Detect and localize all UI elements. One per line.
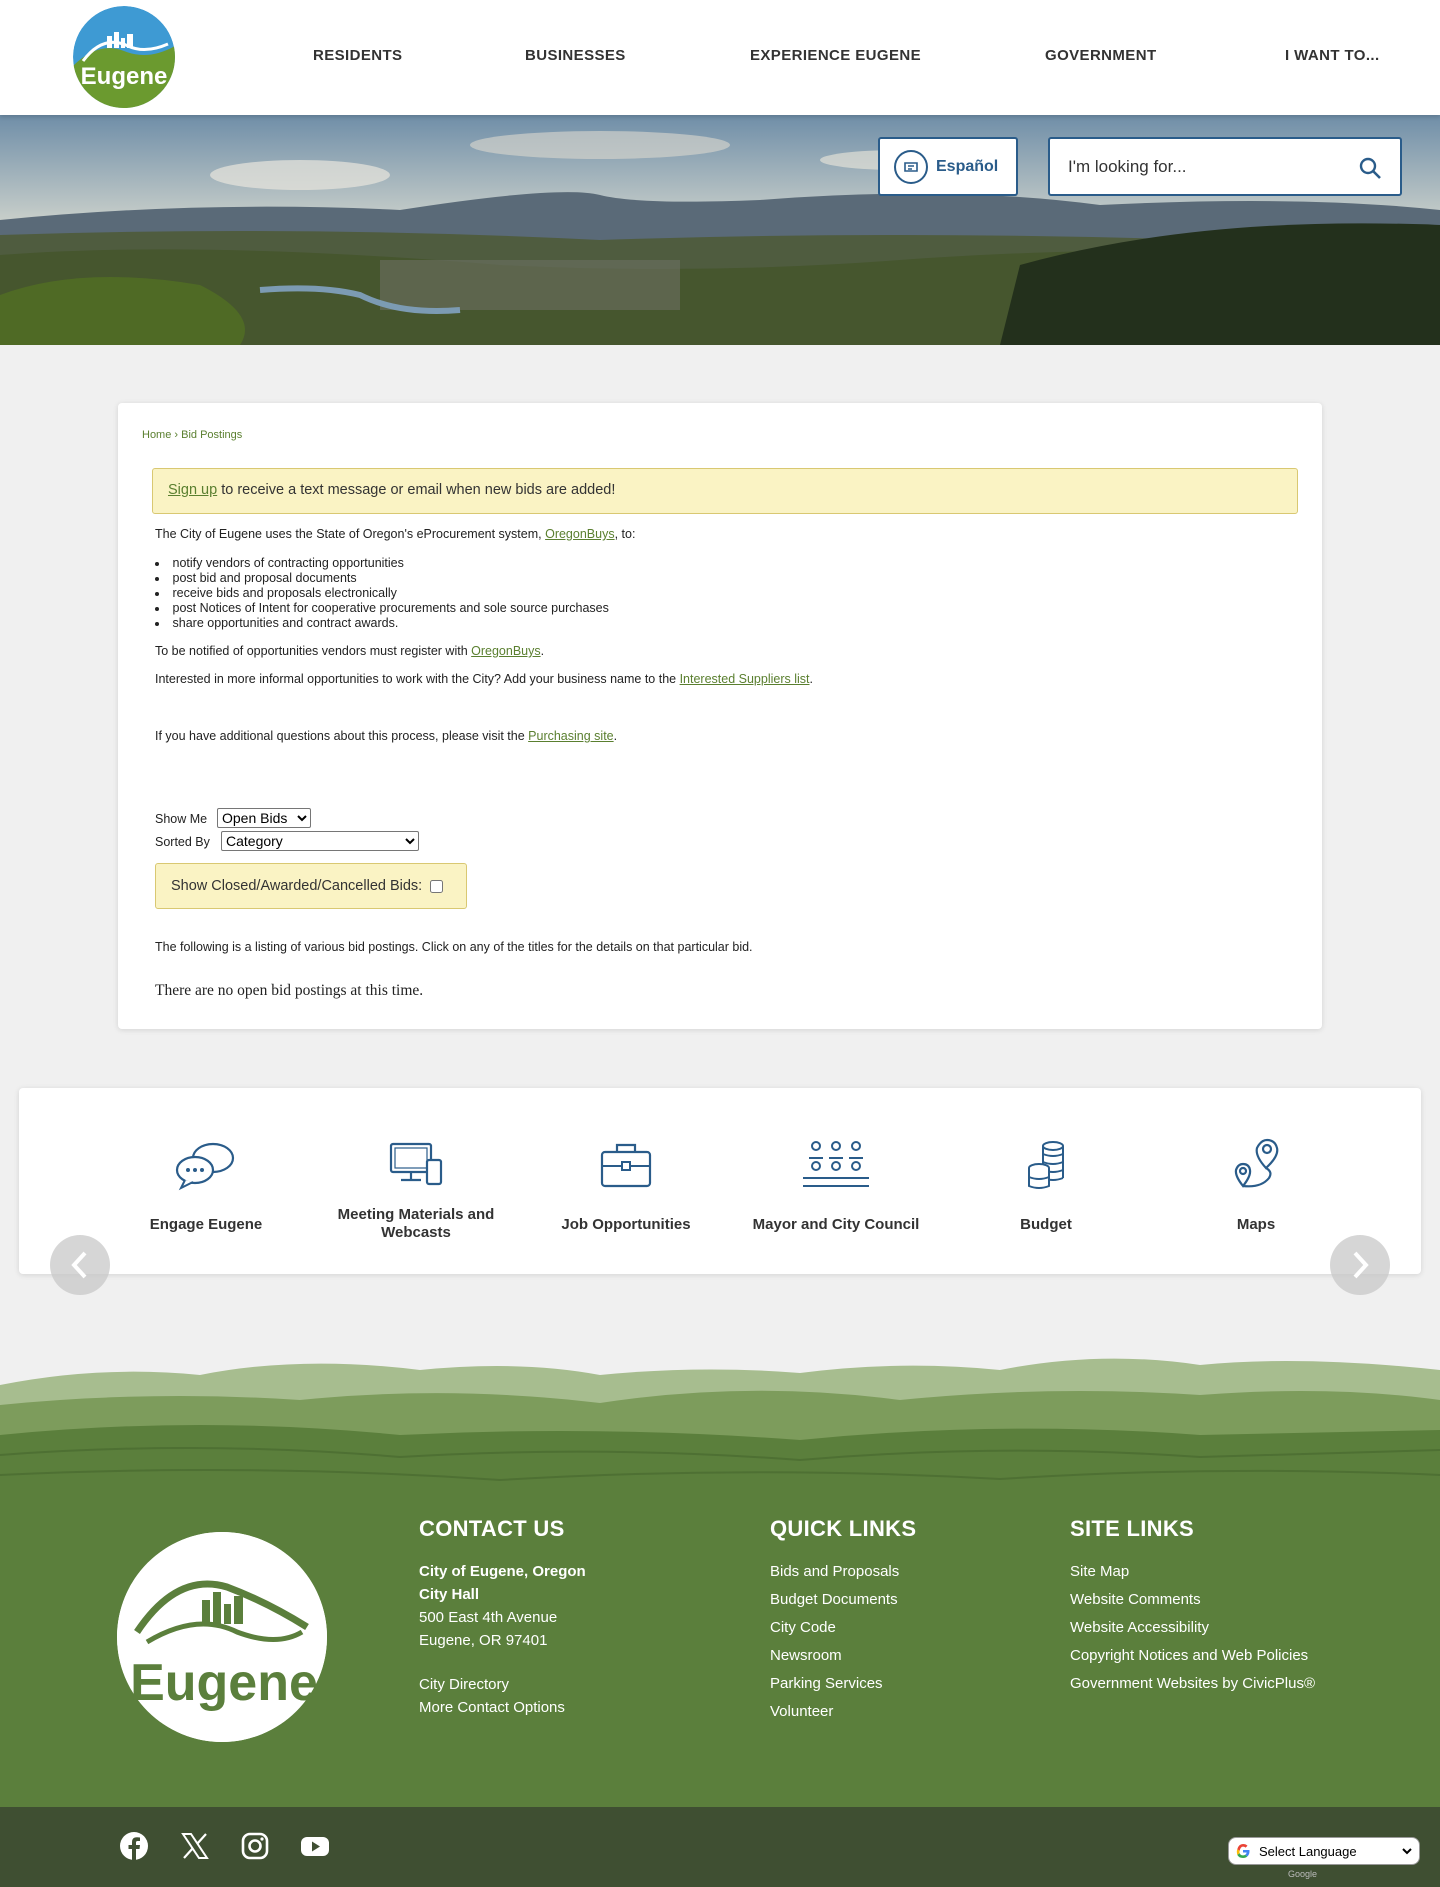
intro-text [155, 527, 635, 541]
contact-title: CONTACT US [419, 1516, 565, 1541]
show-closed-box [155, 863, 467, 909]
quick-icons-strip [19, 1088, 1421, 1274]
x-icon[interactable] [180, 1831, 210, 1861]
show-me-select[interactable] [217, 808, 311, 828]
bid-postings-card [118, 403, 1322, 1029]
nav-businesses[interactable]: BUSINESSES [525, 47, 626, 64]
signup-alert [152, 468, 1298, 514]
breadcrumb [142, 429, 242, 441]
questions-pre: If you have additional questions about this process, please visit the [155, 729, 529, 743]
instagram-icon[interactable] [240, 1831, 270, 1861]
more-contact-link[interactable]: More Contact Options [419, 1699, 565, 1716]
contact-address1: 500 East 4th Avenue [419, 1609, 558, 1626]
council-icon [801, 1138, 871, 1192]
quick-link-label: Engage Eugene [149, 1216, 263, 1233]
footer-logo-wordmark: Eugene [130, 1654, 318, 1712]
chevron-right-icon [1349, 1250, 1371, 1280]
nav-experience-eugene[interactable]: EXPERIENCE EUGENE [750, 47, 922, 64]
footer-link-civicplus[interactable]: Government Websites by CivicPlus® [1070, 1675, 1316, 1692]
quick-links-column [770, 1516, 916, 1723]
footer-link-city-code[interactable]: City Code [770, 1619, 836, 1636]
contact-org: City of Eugene, Oregon [419, 1563, 586, 1580]
nav-i-want-to[interactable]: I WANT TO... [1285, 47, 1380, 64]
list-item: • receive bids and proposals electronically [155, 586, 609, 601]
breadcrumb-home[interactable]: Home [142, 429, 172, 441]
nav-government[interactable]: GOVERNMENT [1045, 47, 1157, 64]
list-item: • notify vendors of contracting opportunities [155, 556, 609, 571]
google-translate [1228, 1837, 1420, 1865]
quick-link-mayor-council[interactable] [746, 1088, 926, 1274]
site-links-title: SITE LINKS [1070, 1516, 1195, 1541]
quick-link-maps[interactable] [1166, 1088, 1346, 1274]
chevron-left-icon [69, 1250, 91, 1280]
footer-link-budget-docs[interactable]: Budget Documents [770, 1591, 898, 1608]
show-closed-checkbox[interactable] [430, 880, 443, 893]
quick-links-title: QUICK LINKS [770, 1516, 917, 1541]
google-g-icon [1235, 1843, 1251, 1859]
quick-link-label: Job Opportunities [561, 1216, 691, 1233]
show-me-label: Show Me [155, 812, 208, 826]
sorted-by-select[interactable] [221, 831, 419, 851]
register-pre: To be notified of opportunities vendors must register with [155, 644, 472, 658]
register-post: . [540, 644, 545, 658]
footer-eugene-logo[interactable] [117, 1532, 327, 1742]
intro-post: , to: [614, 527, 636, 541]
powered-by-google: Google [1288, 1869, 1318, 1879]
language-select[interactable] [1255, 1843, 1415, 1860]
footer-link-site-map[interactable]: Site Map [1070, 1563, 1130, 1580]
suppliers-text [155, 672, 813, 686]
footer-link-accessibility[interactable]: Website Accessibility [1070, 1619, 1209, 1636]
contact-hall: City Hall [419, 1586, 480, 1603]
carousel-prev-button[interactable] [50, 1235, 110, 1295]
quick-link-label: Maps [1236, 1216, 1276, 1233]
espanol-button[interactable] [878, 137, 1018, 196]
purchasing-site-link[interactable]: Purchasing site [528, 729, 614, 743]
footer-link-bids[interactable]: Bids and Proposals [770, 1563, 900, 1580]
oregonbuys-link[interactable]: OregonBuys [545, 527, 615, 541]
interested-suppliers-link[interactable]: Interested Suppliers list [679, 672, 810, 686]
list-item: • post Notices of Intent for cooperative procurements and sole source purchases [155, 601, 609, 616]
suppliers-post: . [809, 672, 813, 686]
intro-pre: The City of Eugene uses the State of Oregon's eProcurement system, [155, 527, 546, 541]
devices-icon [381, 1138, 451, 1192]
listing-text: The following is a listing of various bid postings. Click on any of the titles for the details on that particular bid. [155, 940, 753, 954]
quick-link-label: Budget [1020, 1216, 1072, 1233]
footer-link-volunteer[interactable]: Volunteer [770, 1703, 834, 1720]
quick-link-label: Mayor and City Council [752, 1216, 920, 1233]
logo-wordmark: Eugene [80, 63, 168, 90]
quick-link-budget[interactable] [956, 1088, 1136, 1274]
main-nav [250, 0, 1410, 115]
no-bids-message: There are no open bid postings at this time. [155, 982, 424, 999]
search-icon[interactable] [1358, 156, 1382, 185]
suppliers-pre: Interested in more informal opportunities to work with the City? Add your business name to the [155, 672, 680, 686]
contact-column [419, 1516, 586, 1719]
feature-list [155, 556, 609, 631]
contact-address2: Eugene, OR 97401 [419, 1632, 548, 1649]
show-closed-label: Show Closed/Awarded/Cancelled Bids: [171, 878, 423, 894]
questions-post: . [613, 729, 618, 743]
map-pin-icon [1221, 1138, 1291, 1192]
sorted-by-label: Sorted By [155, 835, 210, 849]
footer-link-newsroom[interactable]: Newsroom [770, 1647, 842, 1664]
search-input[interactable] [1068, 153, 1348, 181]
oregonbuys-register-link[interactable]: OregonBuys [471, 644, 541, 658]
city-directory-link[interactable]: City Directory [419, 1676, 510, 1693]
translate-icon [894, 150, 928, 184]
carousel-next-button[interactable] [1330, 1235, 1390, 1295]
quick-link-job-opportunities[interactable] [536, 1088, 716, 1274]
signup-link[interactable]: Sign up [168, 482, 218, 498]
register-text [155, 644, 544, 658]
espanol-label: Español [936, 157, 999, 175]
chat-bubbles-icon [171, 1138, 241, 1192]
list-item: • post bid and proposal documents [155, 571, 609, 586]
questions-text [155, 729, 617, 743]
signup-text: to receive a text message or email when new bids are added! [217, 482, 616, 498]
breadcrumb-separator: › [174, 429, 179, 441]
quick-link-meeting-materials[interactable] [326, 1088, 506, 1274]
site-header [0, 0, 1440, 115]
quick-link-label: Meeting Materials and Webcasts [337, 1206, 495, 1241]
footer-bottom-bar [0, 1807, 1440, 1887]
coins-icon [1011, 1138, 1081, 1192]
footer-link-copyright[interactable]: Copyright Notices and Web Policies [1070, 1647, 1309, 1664]
breadcrumb-current[interactable]: Bid Postings [181, 429, 243, 441]
footer-link-parking[interactable]: Parking Services [770, 1675, 883, 1692]
youtube-icon[interactable] [300, 1831, 330, 1861]
eugene-logo[interactable] [73, 6, 175, 108]
footer-link-comments[interactable]: Website Comments [1070, 1591, 1201, 1608]
site-search [1048, 137, 1402, 196]
facebook-icon[interactable] [119, 1831, 149, 1861]
list-item: • share opportunities and contract awards. [155, 616, 609, 631]
quick-link-engage-eugene[interactable] [116, 1088, 296, 1274]
nav-residents[interactable]: RESIDENTS [313, 47, 403, 64]
site-links-column [1070, 1516, 1315, 1695]
briefcase-icon [591, 1138, 661, 1192]
